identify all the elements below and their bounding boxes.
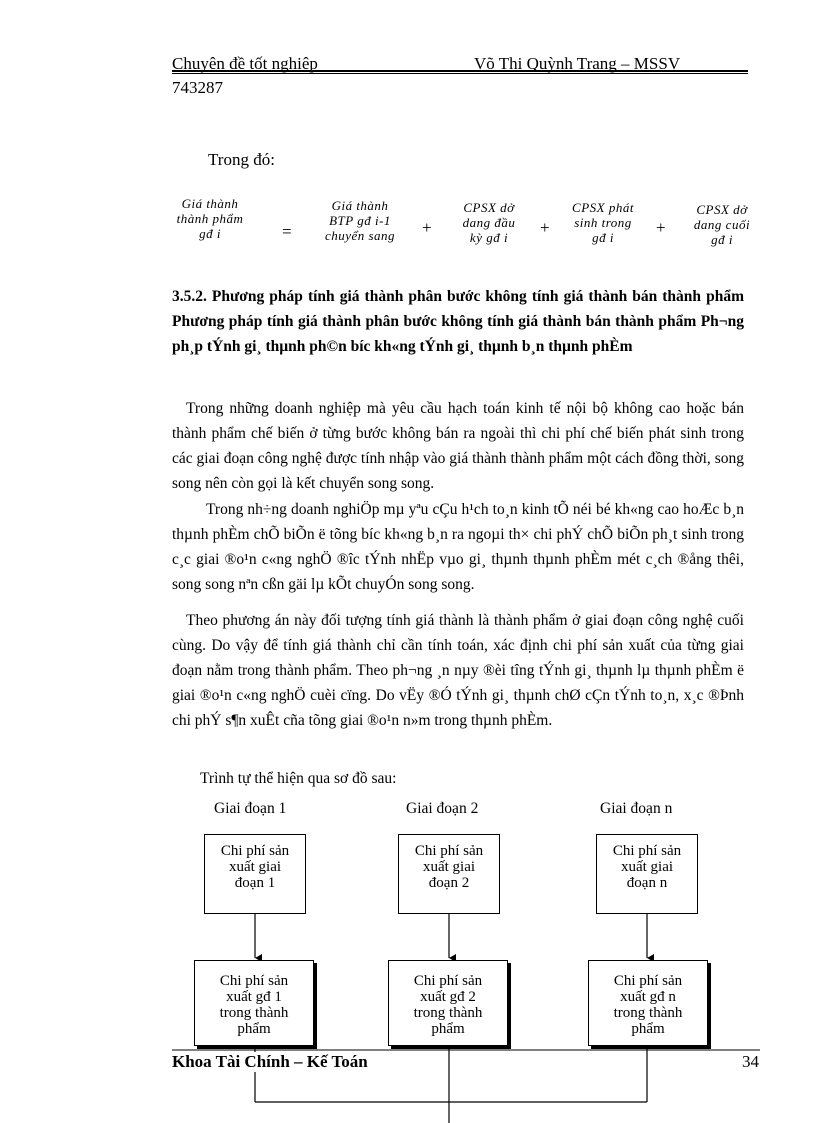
top-box-2: Chi phí sản xuất giai đoạn 2 [398, 834, 500, 914]
formula-plus-3: + [656, 218, 666, 237]
intro-text: Trong đó: [208, 150, 275, 169]
stage-label-2: Giai đoạn 2 [406, 800, 479, 817]
top-box-1: Chi phí sản xuất giai đoạn 1 [204, 834, 306, 914]
footer-page-number: 34 [742, 1052, 759, 1071]
header-left: Chuyên đề tốt nghiệp [172, 54, 318, 73]
section-heading: 3.5.2. Phương pháp tính giá thành phân bước không tính giá thành bán thành phẩm Phương pháp tính giá thành phân bước không tính giá thành bán thành phẩm Ph¬ng ph¸p tÝnh gi¸ thµnh ph©n bíc kh«ng tÝnh gi¸ thµnh b¸n thµnh phÈm [172, 288, 744, 355]
paragraph-2: Trong nh÷ng doanh nghiÖp mµ yªu cÇu h¹ch to¸n kinh tÕ néi bé kh«ng cao hoÆc b¸n thµnh phÈm chÕ biÕn ë tõng bíc kh«ng b¸n ra ngoµi th× chi phÝ chÕ biÕn ph¸t sinh trong c¸c giai ®o¹n c«ng nghÖ ®îc tÝnh nhËp vµo gi¸ thµnh thµnh phÈm mét c¸ch ®ång thêi, song song nªn cßn gäi lµ kÕt chuyÓn song song. [172, 501, 744, 593]
formula-equals: = [282, 222, 292, 241]
formula-lhs: Giá thành thành phẩm gđ i [176, 196, 244, 241]
header-id: 743287 [172, 78, 223, 97]
bottom-box-n: Chi phí sản xuất gđ n trong thành phẩm [588, 960, 708, 1046]
header-right: Võ Thị Quỳnh Trang – MSSV [474, 54, 681, 73]
diagram-intro: Trình tự thể hiện qua sơ đồ sau: [200, 770, 397, 787]
paragraph-3: Theo phương án này đối tượng tính giá thành là thành phẩm ở giai đoạn công nghệ cuối cùng. Do vậy để tính giá thành chỉ cần tính toán, xác định chi phí sản xuất của từng giai đoạn nằm trong thành phẩm. Theo ph¬ng ¸n nµy ®èi tîng tÝnh gi¸ thµnh lµ thµnh phÈm ë giai ®o¹n c«ng nghÖ cuèi cïng. Do vËy ®Ó tÝnh gi¸ thµnh chØ cÇn tÝnh to¸n, x¸c ®Þnh chi phÝ s¶n xuÊt cña tõng giai ®o¹n n»m trong thµnh phÈm. [172, 612, 744, 729]
stage-label-1: Giai đoạn 1 [214, 800, 287, 817]
formula-term-2: CPSX dở dang đầu kỳ gđ i [462, 200, 516, 245]
formula-term-1: Giá thành BTP gđ i-1 chuyển sang [324, 198, 396, 243]
formula-plus-2: + [540, 218, 550, 237]
formula-term-4: CPSX dở dang cuối gđ i [693, 202, 751, 247]
bottom-box-2: Chi phí sản xuất gđ 2 trong thành phẩm [388, 960, 508, 1046]
paragraph-1: Trong những doanh nghiệp mà yêu cầu hạch toán kinh tế nội bộ không cao hoặc bán thành phẩm chế biến ở từng bước không bán ra ngoài thì chi phí chế biến phát sinh trong các giai đoạn công nghệ được tính nhập vào giá thành thành phẩm một cách đồng thời, song song nên còn gọi là kết chuyển song song. [172, 400, 744, 492]
top-box-n: Chi phí sản xuất giai đoạn n [596, 834, 698, 914]
footer-left: Khoa Tài Chính – Kế Toán [172, 1052, 372, 1072]
formula-plus-1: + [422, 218, 432, 237]
formula-term-3: CPSX phát sinh trong gđ i [572, 200, 634, 245]
bottom-box-1: Chi phí sản xuất gđ 1 trong thành phẩm [194, 960, 314, 1046]
stage-label-n: Giai đoạn n [600, 800, 673, 817]
